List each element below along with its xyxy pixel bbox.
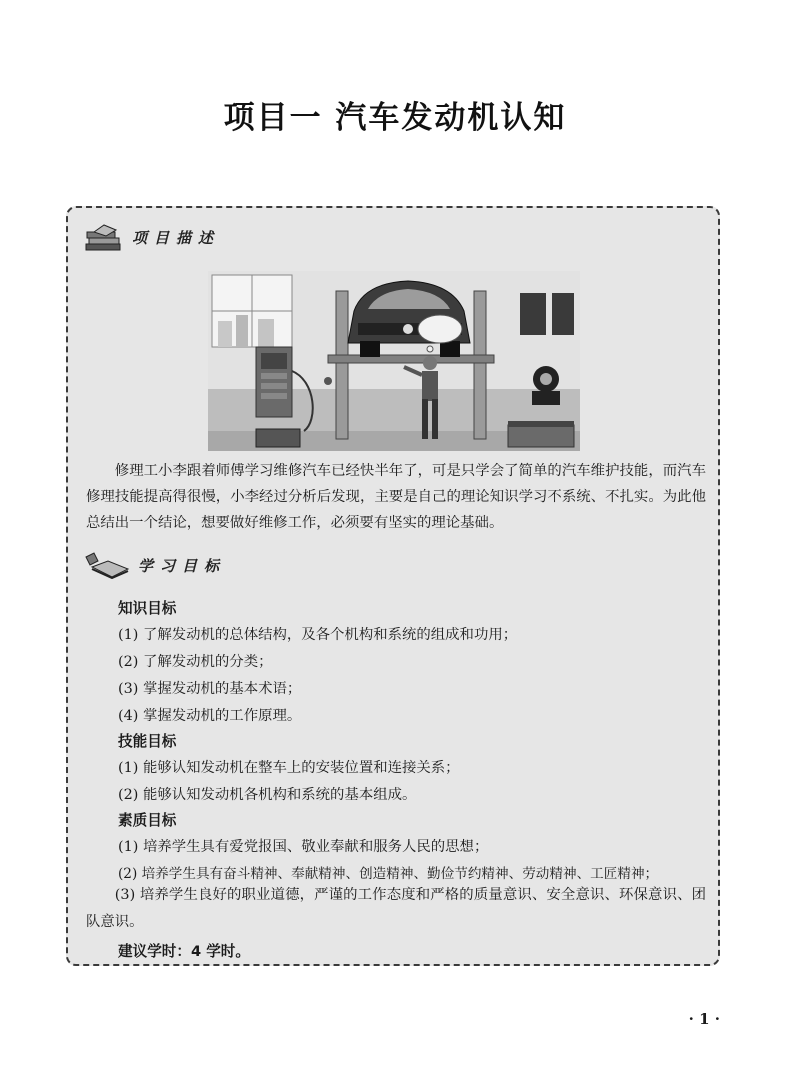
description-paragraph: 修理工小李跟着师傅学习维修汽车已经快半年了，可是只学会了简单的汽车维护技能，而汽车修理技能提高得很慢，小李经过分析后发现，主要是自己的理论知识学习不系统、不扎实。为此他总结出一个结论，想要做好维修工作，必须要有坚实的理论基础。 — [86, 463, 706, 531]
knowledge-item: (1) 了解发动机的总体结构，及各个机构和系统的组成和功用； — [118, 627, 518, 643]
description-heading: 项目描述 — [132, 228, 221, 247]
skill-item: (1) 能够认知发动机在整车上的安装位置和连接关系； — [118, 760, 460, 776]
open-book-icon — [84, 551, 130, 579]
suggested-hours: 建议学时：4 学时。 — [118, 943, 250, 960]
knowledge-item: (4) 掌握发动机的工作原理。 — [118, 708, 302, 724]
books-stack-icon — [84, 222, 124, 252]
objectives-heading: 学习目标 — [138, 556, 227, 575]
quality-objectives-title: 素质目标 — [118, 812, 177, 829]
page-title: 项目一 汽车发动机认知 — [223, 100, 567, 136]
skill-objectives-title: 技能目标 — [118, 733, 177, 750]
quality-item: (3) 培养学生良好的职业道德，严谨的工作态度和严格的质量意识、安全意识、环保意识、团队意识。 — [86, 887, 706, 930]
quality-item: (1) 培养学生具有爱党报国、敬业奉献和服务人民的思想； — [118, 839, 489, 855]
car-repair-illustration — [208, 271, 580, 451]
knowledge-item: (2) 了解发动机的分类； — [118, 654, 273, 670]
knowledge-item: (3) 掌握发动机的基本术语； — [118, 681, 302, 697]
description-section-header — [84, 222, 220, 252]
objectives-section-header — [84, 551, 226, 579]
skill-item: (2) 能够认知发动机各机构和系统的基本组成。 — [118, 787, 417, 803]
quality-item: (2) 培养学生具有奋斗精神、奉献精神、创造精神、勤俭节约精神、劳动精神、工匠精神； — [118, 866, 659, 882]
page-number: · 1 · — [688, 1010, 720, 1028]
knowledge-objectives-title: 知识目标 — [118, 600, 177, 617]
